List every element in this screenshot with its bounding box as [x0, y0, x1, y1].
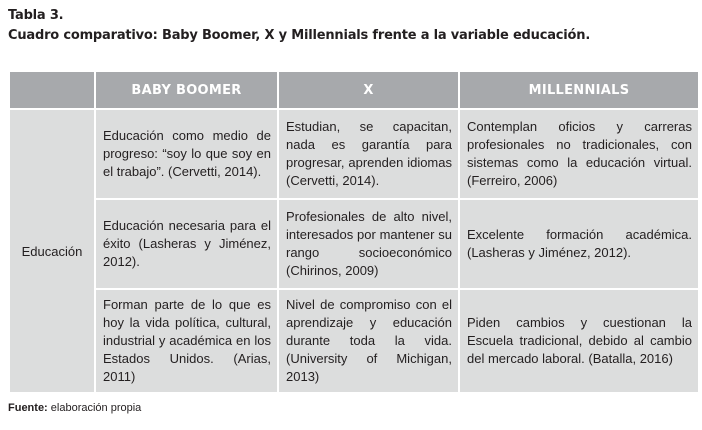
- table-caption: [8, 6, 590, 46]
- cell-baby-boomer: Educación como medio de progreso: “soy lo que soy en el trabajo”. (Cervetti, 2014).: [95, 109, 278, 199]
- source-text: elaboración propia: [47, 402, 142, 414]
- cell-x: Estudian, se capacitan, nada es garantía para progresar, aprenden idiomas (Cervetti, 2014).: [278, 109, 459, 199]
- header-corner: [9, 71, 95, 109]
- table-title: Cuadro comparativo: Baby Boomer, X y Millennials frente a la variable educación.: [8, 28, 591, 43]
- header-baby-boomer: BABY BOOMER: [95, 71, 278, 109]
- cell-millennials: Contemplan oficios y carreras profesionales no tradicionales, con sistemas como la educación virtual. (Ferreiro, 2006): [459, 109, 699, 199]
- header-x: X: [278, 71, 459, 109]
- table-row: [9, 109, 699, 199]
- cell-millennials: Piden cambios y cuestionan la Escuela tradicional, debido al cambio del mercado laboral. (Batalla, 2016): [459, 289, 699, 393]
- table-number: Tabla 3.: [8, 8, 64, 23]
- cell-x: Nivel de compromiso con el aprendizaje y educación durante toda la vida. (University of Michigan, 2013): [278, 289, 459, 393]
- cell-millennials: Excelente formación académica. (Lasheras y Jiménez, 2012).: [459, 199, 699, 289]
- cell-baby-boomer: Forman parte de lo que es hoy la vida política, cultural, industrial y académica en los Estados Unidos. (Arias, 2011): [95, 289, 278, 393]
- header-row: [9, 71, 699, 109]
- cell-x: Profesionales de alto nivel, interesados por mantener su rango socioeconómico (Chirinos, 2009): [278, 199, 459, 289]
- header-millennials: MILLENNIALS: [459, 71, 699, 109]
- row-label-educacion: Educación: [9, 109, 95, 393]
- source-label: Fuente:: [8, 402, 48, 414]
- table-row: [9, 199, 699, 289]
- table-row: [9, 289, 699, 393]
- source-note: [8, 402, 141, 414]
- comparison-table: [8, 70, 700, 394]
- cell-baby-boomer: Educación necesaria para el éxito (Lasheras y Jiménez, 2012).: [95, 199, 278, 289]
